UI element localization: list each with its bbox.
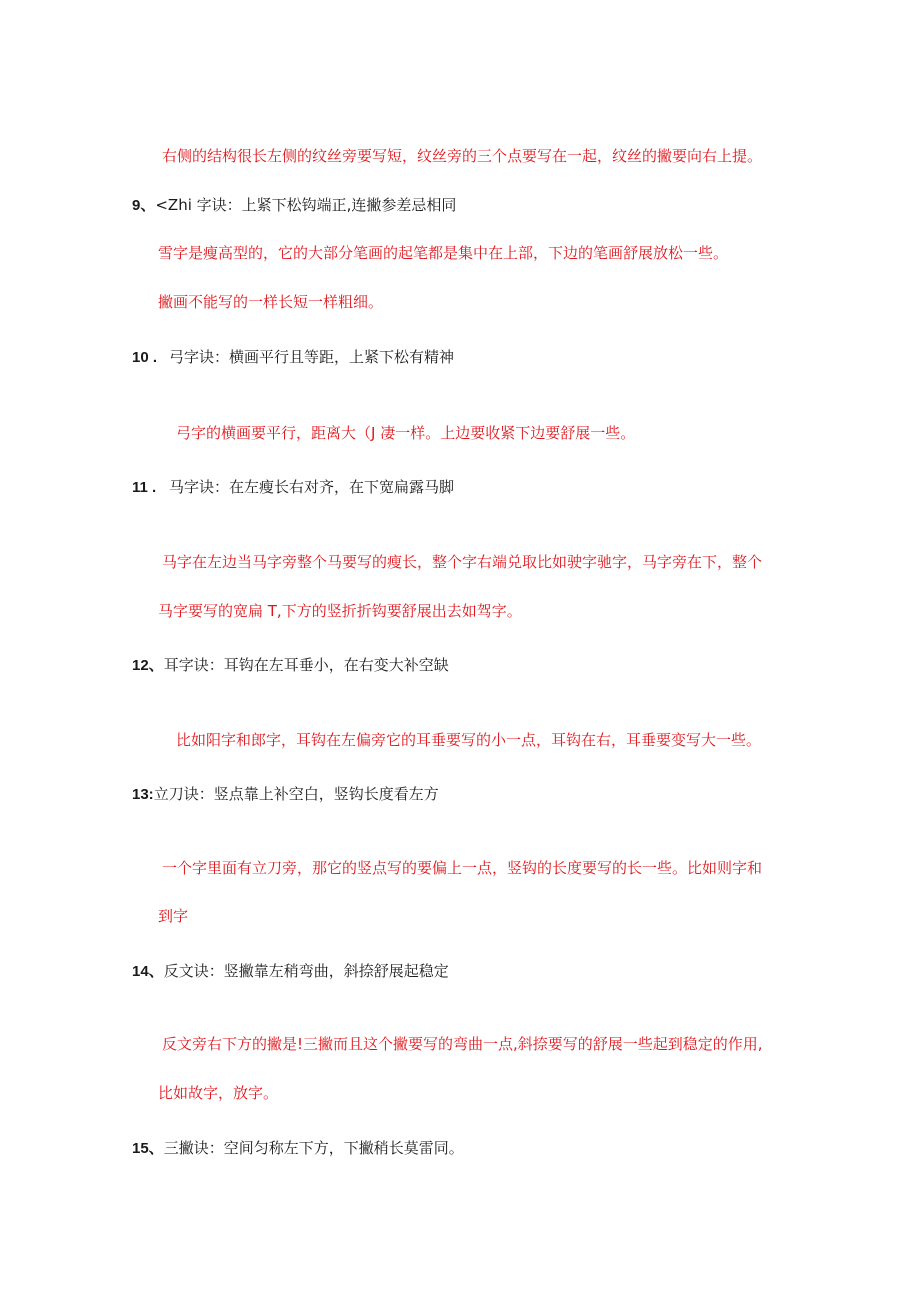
section-heading-15	[132, 1138, 464, 1159]
section-heading-10	[132, 347, 454, 368]
section-heading-13	[132, 784, 439, 805]
section-note: 到字	[158, 907, 189, 925]
section-heading-text: 三撇诀：空间匀称左下方，下撇稍长莫雷同。	[163, 1139, 464, 1157]
section-heading-12	[132, 655, 449, 676]
section-note: 反文旁右下方的撇是!三撇而且这个撇要写的弯曲一点,斜捺要写的舒展一些起到稳定的作用,	[162, 1035, 763, 1053]
section-note: 比如故字，放字。	[158, 1084, 279, 1102]
section-heading-14	[132, 961, 449, 982]
section-note: 马字在左边当马字旁整个马要写的瘦长，整个字右端兑取比如驶字驰字，马字旁在下，整个	[162, 553, 763, 571]
section-note: 撇画不能写的一样长短一样粗细。	[158, 293, 384, 311]
section-heading-9	[132, 195, 456, 216]
section-heading-text: 反文诀：竖撇靠左稍弯曲，斜捺舒展起稳定	[163, 962, 449, 980]
section-number: 11 .	[132, 479, 157, 496]
section-heading-11	[132, 477, 454, 498]
section-note: 雪字是瘦高型的，它的大部分笔画的起笔都是集中在上部，下边的笔画舒展放松一些。	[158, 244, 729, 262]
section-number: 14、	[132, 963, 164, 980]
section-number: 12、	[132, 657, 164, 674]
section-number: 13:	[132, 786, 154, 803]
intro-note: 右侧的结构很长左侧的纹丝旁要写短，纹丝旁的三个点要写在一起，纹丝的撇要向右上提。	[162, 147, 763, 165]
section-heading-text: <Zhi 字诀：上紧下松钩端正,连撇参差忌相同	[155, 196, 457, 214]
section-note: 比如阳字和郎字，耳钩在左偏旁它的耳垂要写的小一点，耳钩在右，耳垂要变写大一些。	[176, 731, 762, 749]
section-heading-text: 马字诀：在左瘦长右对齐，在下宽扁露马脚	[169, 478, 455, 496]
section-heading-text: 立刀诀：竖点靠上补空白，竖钩长度看左方	[153, 785, 439, 803]
section-number: 9、	[132, 197, 156, 214]
section-note: 马字要写的宽扁 T,下方的竖折折钩要舒展出去如驾字。	[158, 602, 522, 620]
section-note: 弓字的横画要平行，距离大（J 凄一样。上边要收紧下边要舒展一些。	[176, 424, 636, 442]
section-heading-text: 弓字诀：横画平行且等距，上紧下松有精神	[169, 348, 455, 366]
section-note: 一个字里面有立刀旁，那它的竖点写的要偏上一点，竖钩的长度要写的长一些。比如则字和	[162, 859, 763, 877]
section-number: 10 .	[132, 349, 158, 366]
section-heading-text: 耳字诀：耳钩在左耳垂小，在右变大补空缺	[163, 656, 449, 674]
section-number: 15、	[132, 1140, 164, 1157]
